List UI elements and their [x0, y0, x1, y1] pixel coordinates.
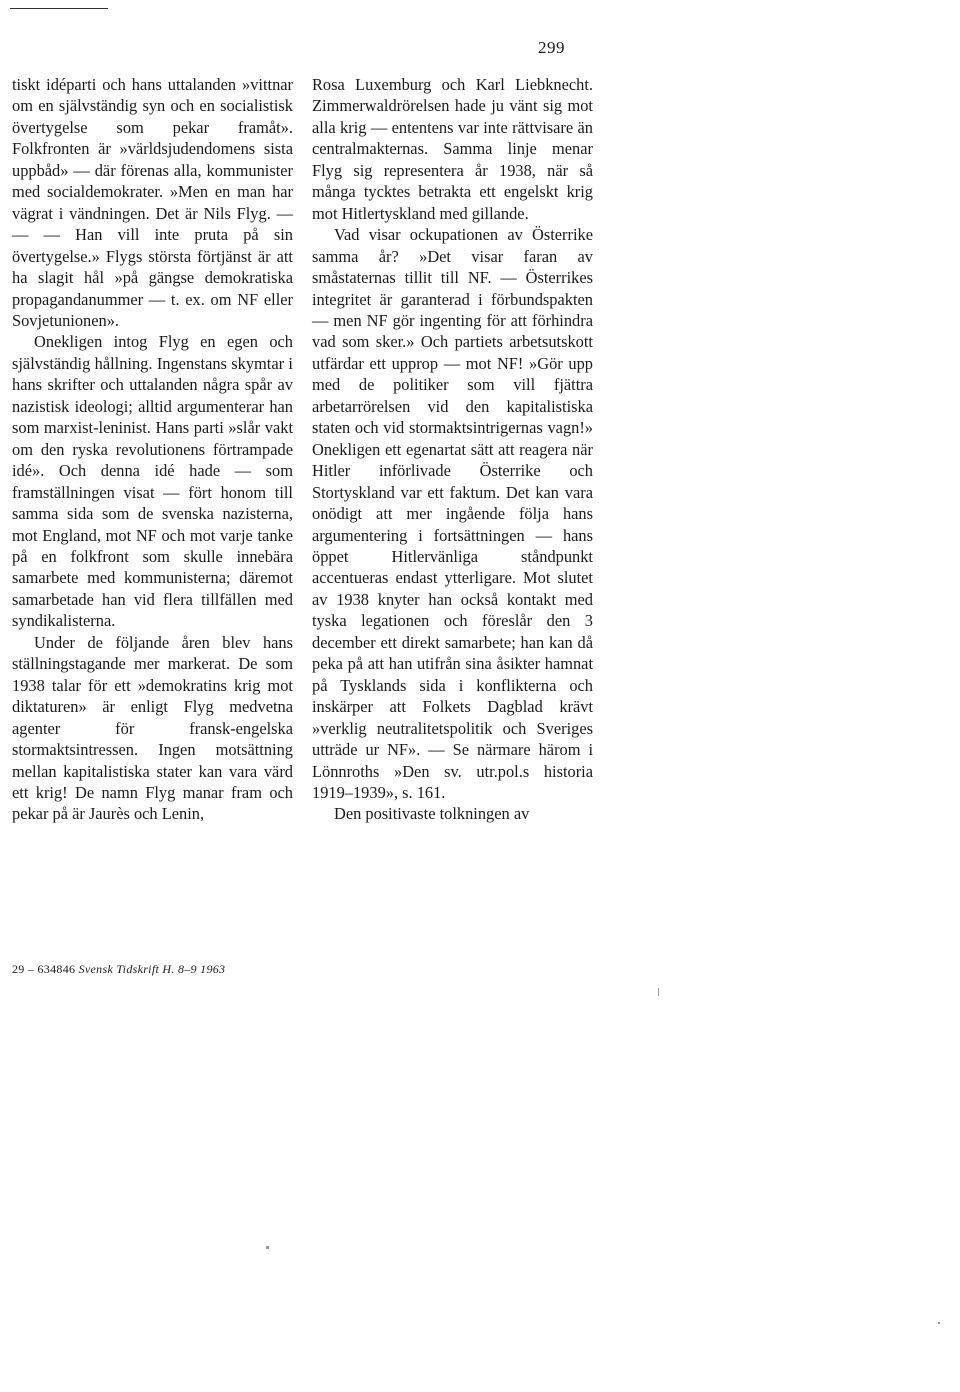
scan-speck — [938, 1322, 940, 1324]
paragraph: Vad visar ockupationen av Österrike samma år? »Det visar faran av småstaternas tillit till NF. — Österrikes integritet är garanterad i förbundspakten — men NF gör ingenting för att förhindra vad som sker.» Och partiets arbetsutskott utfärdar ett upprop — mot NF! »Gör upp med de politiker som vill fjättra arbetarrörelsen vid den kapitalistiska staten och vid stormaktsintrigernas vagn!» Onekligen ett egenartat sätt att reagera när Hitler införlivade Österrike och Stortyskland var ett faktum. Det kan vara onödigt att mer ingående följa hans argumentering i fortsättningen — hans öppet Hitlervänliga ståndpunkt accentueras endast ytterligare. Mot slutet av 1938 knyter han också kontakt med tyska legationen och föreslår den 3 december ett direkt samarbete; han kan då peka på att han utifrån sina åsikter hamnat på Tysklands sida i konflikterna och inskärper att Folkets Dagblad krävt »verklig neutralitetspolitik och Sveriges utträde ur NF». — Se närmare härom i Lönnroths »Den sv. utr.pol.s historia 1919–1939», s. 161. — [312, 225, 593, 802]
paragraph: tiskt idéparti och hans uttalanden »vittnar om en självständig syn och en socialistisk övertygelse som pekar framåt». Folkfronten är »världsjudendomens sista uppbåd» — där förenas alla, kommunister med socialdemokrater. »Men en man har vägrat i vändningen. Det är Nils Flyg. — — — Han vill inte pruta på sin övertygelse.» Flygs största förtjänst är att ha slagit hål »på gängse demokratiska propagandanummer — t. ex. om NF eller Sovjetunionen». — [12, 75, 293, 330]
paragraph: Under de följande åren blev hans ställningstagande mer markerat. De som 1938 talar för ett »demokratins krig mot diktaturen» är enligt Flyg medvetna agenter för fransk-engelska stormaktsintressen. Ingen motsättning mellan kapitalistiska stater kan vara värd ett krig! De namn Flyg manar fram och pekar på är Jaurès och Lenin, — [12, 632, 293, 824]
right-column — [312, 74, 593, 825]
paragraph: Den positivaste tolkningen av — [334, 804, 530, 824]
print-code: 29 – 634846 — [12, 962, 76, 976]
top-rule — [10, 8, 108, 9]
journal-reference: Svensk Tidskrift H. 8–9 1963 — [78, 962, 226, 976]
scan-speck — [266, 1246, 269, 1249]
paragraph: Onekligen intog Flyg en egen och självständig hållning. Ingenstans skymtar i hans skrifter och uttalanden några spår av nazistisk ideologi; alltid argumenterar han som marxist-leninist. Hans parti »slår vakt om den ryska revolutionens förtrampade idé». Och denna idé hade — som framställningen visat — fört honom till samma sida som de svenska nazisterna, mot England, mot NF och mot varje tanke på en folkfront som skulle innebära samarbete med kommunisterna; däremot samarbetade han vid flera tillfällen med syndikalisterna. — [12, 332, 293, 631]
page-footer — [12, 962, 225, 977]
scan-speck — [658, 988, 659, 996]
paragraph: Rosa Luxemburg och Karl Liebknecht. Zimmerwaldrörelsen hade ju vänt sig mot alla krig — ententens var inte rättvisare än centralmakternas. Samma linje menar Flyg sig representera år 1938, när så många tycktes betrakta ett engelskt krig mot Hitlertyskland med gillande. — [312, 75, 593, 223]
left-column — [12, 74, 293, 825]
page-number: 299 — [538, 38, 565, 57]
